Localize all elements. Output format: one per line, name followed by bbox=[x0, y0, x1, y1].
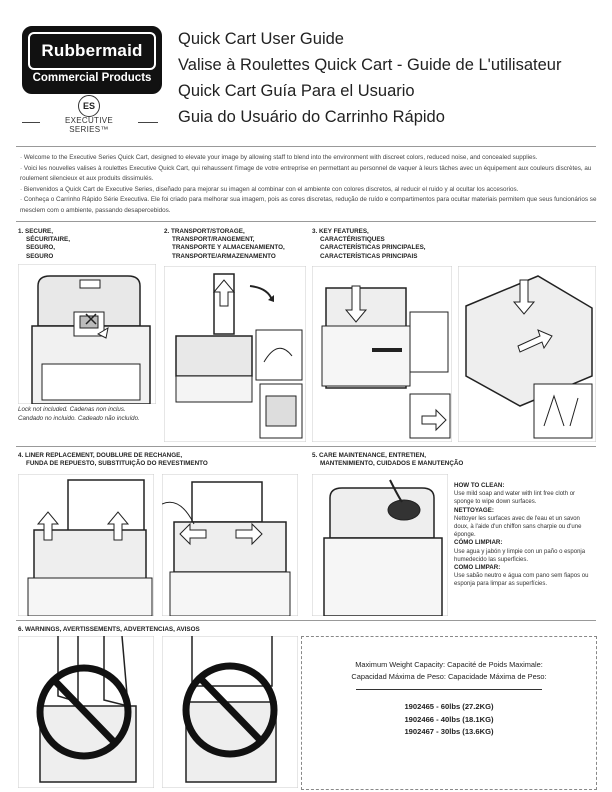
title-french: Valise à Roulettes Quick Cart - Guide de L'utilisateur bbox=[178, 56, 562, 74]
divider bbox=[16, 446, 596, 447]
brand-division: Commercial Products bbox=[32, 72, 152, 84]
model-1902466: 1902466 - 40lbs (18.1KG) bbox=[404, 714, 494, 724]
series-label: EXECUTIVE SERIES™ bbox=[64, 116, 114, 134]
divider bbox=[16, 146, 596, 147]
model-1902465: 1902465 - 60lbs (27.2KG) bbox=[404, 702, 494, 711]
cleaning-illustration bbox=[312, 474, 448, 616]
section-4-heading: 4. LINER REPLACEMENT, DOUBLURE DE RECHANGE, FUNDA DE REPUESTO, SUBSTITUIÇÃO DO REVESTIMENTO bbox=[18, 452, 208, 468]
section-3-heading: 3. KEY FEATURES, CARACTÉRISTIQUES CARACTERÍSTICAS PRINCIPALES, CARACTERÍSTICAS PRINCIPAIS bbox=[312, 228, 426, 260]
section-5-heading: 5. CARE MAINTENANCE, ENTRETIEN, MANTENIMIENTO, CUIDADOS E MANUTENÇÃO bbox=[312, 452, 464, 468]
secure-cart-illustration bbox=[18, 264, 156, 404]
title-spanish: Quick Cart Guía Para el Usuario bbox=[178, 82, 415, 100]
divider bbox=[16, 620, 596, 621]
title-portuguese: Guia do Usuário do Carrinho Rápido bbox=[178, 108, 445, 126]
model-1902467: 1902467 - 30lbs (13.6KG) bbox=[404, 727, 494, 736]
lock-note: Lock not included. Cadenas non inclus. Candado no incluido. Cadeado não incluído. bbox=[18, 406, 140, 422]
executive-series-badge: ES bbox=[78, 95, 100, 117]
rubbermaid-logo bbox=[22, 26, 162, 94]
key-features-illustration bbox=[312, 266, 452, 442]
divider bbox=[138, 122, 158, 123]
section-1-heading: 1. SECURE, SÉCURITAIRE, SEGURO, SEGURO bbox=[18, 228, 70, 260]
compartment-detail-illustration bbox=[458, 266, 596, 442]
divider bbox=[16, 221, 596, 222]
title-english: Quick Cart User Guide bbox=[178, 30, 344, 48]
warning-no-sitting-illustration bbox=[162, 636, 298, 788]
model-capacity-list bbox=[302, 701, 596, 739]
liner-install-illustration bbox=[162, 474, 298, 616]
section-6-heading: 6. WARNINGS, AVERTISSEMENTS, ADVERTENCIAS, AVISOS bbox=[18, 626, 200, 633]
capacity-label: Maximum Weight Capacity: Capacité de Poids Maximale: Capacidad Máxima de Peso: Capacidade Máxima de Peso: bbox=[351, 660, 547, 681]
warning-no-standing-illustration bbox=[18, 636, 154, 788]
divider bbox=[356, 689, 542, 690]
transport-storage-illustration bbox=[164, 266, 306, 442]
intro-text: · Welcome to the Executive Series Quick Cart, designed to elevate your image by allowing staff to blend into the environment with discreet colors, reduced noise, and concealed supplies. · Voici les nouvelles valises à roulettes Executive Quick Cart, qui rehaussent l'image de votre entreprise en permettant au personnel de vaquer à leurs tâches avec un équipement aux couleurs discrètes, au roulement silencieux et aux produits dissimulés. · Bienvenidos a Quick Cart de Executive Series, diseñado para mejorar su imagen al combinar con el ambiente con colores discretos, al reducir el ruido y al ocultar los accesorios. · Conheça o Carrinho Rápido Série Executiva. Ele foi criado para melhorar sua imagem, pois as cores discretas, redução de ruído e compartimentos para ocultar materiais permitem que seus funcionários se mesclem com o ambiente, passando desapercebidos. bbox=[20, 154, 597, 214]
weight-capacity-box bbox=[301, 636, 597, 790]
liner-removal-illustration bbox=[18, 474, 154, 616]
brand-name: Rubbermaid bbox=[41, 41, 143, 60]
care-instructions: HOW TO CLEAN: Use mild soap and water with lint free cloth or sponge to wipe down surfaces. NETTOYAGE: Nettoyer les surfaces avec de l'eau et un savon doux, à l'aide d'un chiffon sans charpie ou d'une éponge. CÓMO LIMPIAR: Use agua y jabón y limpie con un paño o esponja humedecido las superficies. COMO LIMPAR: Use sabão neutro e água com pano sem fiapos ou esponja para limpar as superfícies. bbox=[454, 482, 589, 588]
section-2-heading: 2. TRANSPORT/STORAGE, TRANSPORT/RANGEMENT, TRANSPORTE Y ALMACENAMIENTO, TRANSPORTE/ARMAZENAMENTO bbox=[164, 228, 285, 260]
